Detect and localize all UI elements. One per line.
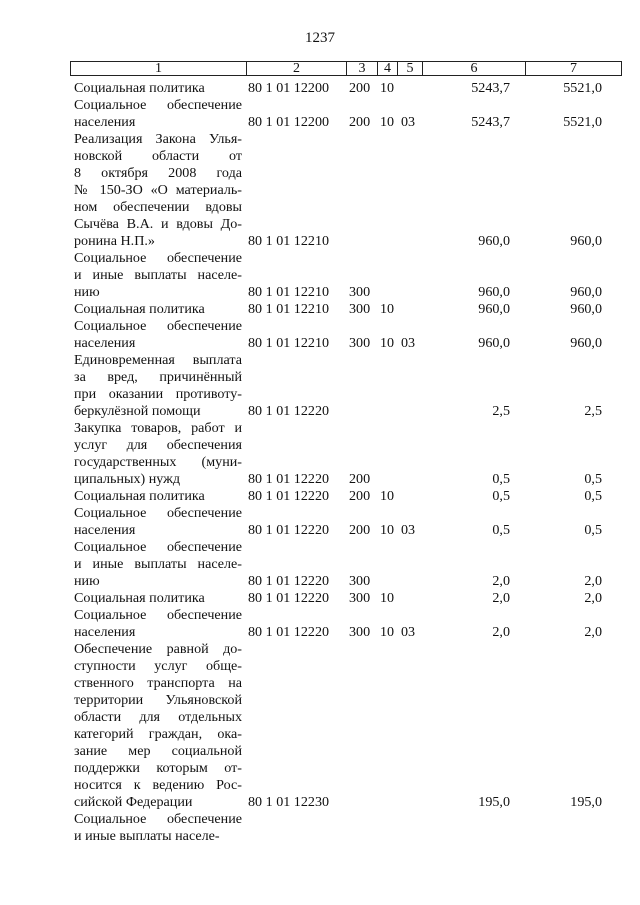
amount-year-1: 0,5: [492, 522, 510, 538]
column-header-2: 2: [247, 62, 347, 75]
amount-year-1: 960,0: [478, 284, 510, 300]
expense-type-code: 300: [349, 573, 371, 589]
budget-code: 80 1 01 12210: [248, 233, 330, 249]
description-line: ном обеспечении вдовы: [74, 199, 242, 215]
description-line: Социальная политика: [74, 301, 205, 317]
budget-code: 80 1 01 12220: [248, 471, 330, 487]
table-row: [0, 607, 640, 641]
row-description: [74, 539, 242, 590]
table-row: [0, 539, 640, 590]
description-line: населения: [74, 335, 136, 351]
expense-type-code: 200: [349, 488, 371, 504]
row-description: [74, 811, 242, 845]
amount-year-2: 0,5: [584, 522, 602, 538]
description-line: Социальное обеспечение: [74, 539, 242, 555]
section-code: 10: [380, 80, 395, 96]
amount-year-2: 960,0: [570, 301, 602, 317]
row-description: [74, 641, 242, 811]
expense-type-code: 200: [349, 114, 371, 130]
description-line: за вред, причинённый: [74, 369, 242, 385]
description-line: Социальная политика: [74, 80, 205, 96]
budget-code: 80 1 01 12210: [248, 284, 330, 300]
section-code: 10: [380, 335, 395, 351]
table-row: [0, 80, 640, 97]
description-line: Социальное обеспечение: [74, 505, 242, 521]
budget-code: 80 1 01 12230: [248, 794, 330, 810]
row-description: [74, 590, 242, 607]
description-line: 8 октября 2008 года: [74, 165, 242, 181]
description-line: Социальное обеспечение: [74, 811, 242, 827]
row-description: [74, 488, 242, 505]
table-row: [0, 97, 640, 131]
table-row: [0, 352, 640, 420]
table-row: [0, 488, 640, 505]
table-body: [0, 80, 640, 845]
budget-code: 80 1 01 12220: [248, 488, 330, 504]
budget-code: 80 1 01 12220: [248, 624, 330, 640]
expense-type-code: 300: [349, 301, 371, 317]
amount-year-1: 0,5: [492, 488, 510, 504]
budget-code: 80 1 01 12220: [248, 573, 330, 589]
column-header-1: 1: [71, 62, 247, 75]
budget-code: 80 1 01 12210: [248, 335, 330, 351]
section-code: 10: [380, 488, 395, 504]
column-header-4: 4: [378, 62, 398, 75]
row-description: [74, 505, 242, 539]
description-line: Социальная политика: [74, 590, 205, 606]
amount-year-1: 960,0: [478, 335, 510, 351]
amount-year-1: 0,5: [492, 471, 510, 487]
description-line: Закупка товаров, работ и: [74, 420, 242, 436]
amount-year-2: 2,5: [584, 403, 602, 419]
table-row: [0, 131, 640, 250]
description-line: Обеспечение равной до-: [74, 641, 242, 657]
description-line: при оказании противоту-: [74, 386, 242, 402]
description-line: Сычёва В.А. и вдовы До-: [74, 216, 242, 232]
amount-year-2: 2,0: [584, 624, 602, 640]
expense-type-code: 200: [349, 522, 371, 538]
row-description: [74, 131, 242, 250]
description-line: поддержки которым от-: [74, 760, 242, 776]
amount-year-2: 5521,0: [563, 80, 602, 96]
subsection-code: 03: [401, 624, 416, 640]
expense-type-code: 300: [349, 284, 371, 300]
description-line: Единовременная выплата: [74, 352, 242, 368]
amount-year-2: 2,0: [584, 590, 602, 606]
amount-year-1: 960,0: [478, 233, 510, 249]
description-line: услуг для обеспечения: [74, 437, 242, 453]
table-row: [0, 590, 640, 607]
description-line: категорий граждан, ока-: [74, 726, 242, 742]
description-line: новской области от: [74, 148, 242, 164]
section-code: 10: [380, 624, 395, 640]
row-description: [74, 250, 242, 301]
amount-year-1: 2,0: [492, 624, 510, 640]
description-line: ципальных) нужд: [74, 471, 181, 487]
row-description: [74, 607, 242, 641]
description-line: беркулёзной помощи: [74, 403, 201, 419]
section-code: 10: [380, 301, 395, 317]
description-line: Социальное обеспечение: [74, 250, 242, 266]
section-code: 10: [380, 114, 395, 130]
description-line: населения: [74, 114, 136, 130]
column-header-5: 5: [398, 62, 423, 75]
section-code: 10: [380, 590, 395, 606]
budget-code: 80 1 01 12220: [248, 590, 330, 606]
column-header-6: 6: [423, 62, 526, 75]
subsection-code: 03: [401, 114, 416, 130]
table-row: [0, 641, 640, 811]
column-header-7: 7: [570, 61, 577, 76]
description-line: территории Ульяновской: [74, 692, 242, 708]
description-line: ронина Н.П.»: [74, 233, 155, 249]
description-line: населения: [74, 624, 136, 640]
description-line: Социальное обеспечение: [74, 607, 242, 623]
description-line: сийской Федерации: [74, 794, 193, 810]
amount-year-2: 5521,0: [563, 114, 602, 130]
budget-code: 80 1 01 12220: [248, 522, 330, 538]
description-line: № 150-ЗО «О материаль-: [74, 182, 242, 198]
amount-year-2: 2,0: [584, 573, 602, 589]
row-description: [74, 318, 242, 352]
table-row: [0, 250, 640, 301]
page-number: 1237: [305, 30, 335, 46]
amount-year-1: 2,0: [492, 573, 510, 589]
expense-type-code: 300: [349, 590, 371, 606]
expense-type-code: 200: [349, 80, 371, 96]
table-row: [0, 318, 640, 352]
amount-year-1: 960,0: [478, 301, 510, 317]
table-row: [0, 505, 640, 539]
amount-year-2: 960,0: [570, 335, 602, 351]
description-line: области для отдельных: [74, 709, 242, 725]
description-line: Социальное обеспечение: [74, 97, 242, 113]
description-line: зание мер социальной: [74, 743, 242, 759]
description-line: носится к ведению Рос-: [74, 777, 242, 793]
subsection-code: 03: [401, 522, 416, 538]
budget-code: 80 1 01 12200: [248, 114, 330, 130]
description-line: ступности услуг обще-: [74, 658, 242, 674]
row-description: [74, 352, 242, 420]
amount-year-2: 195,0: [570, 794, 602, 810]
budget-code: 80 1 01 12200: [248, 80, 330, 96]
amount-year-1: 2,0: [492, 590, 510, 606]
description-line: ственного транспорта на: [74, 675, 242, 691]
column-header-3: 3: [347, 62, 378, 75]
budget-code: 80 1 01 12210: [248, 301, 330, 317]
amount-year-1: 2,5: [492, 403, 510, 419]
description-line: нию: [74, 284, 100, 300]
section-code: 10: [380, 522, 395, 538]
description-line: нию: [74, 573, 100, 589]
amount-year-2: 960,0: [570, 233, 602, 249]
description-line: Социальное обеспечение: [74, 318, 242, 334]
row-description: [74, 97, 242, 131]
expense-type-code: 200: [349, 471, 371, 487]
subsection-code: 03: [401, 335, 416, 351]
row-description: [74, 301, 242, 318]
description-line: Социальная политика: [74, 488, 205, 504]
amount-year-1: 5243,7: [471, 114, 510, 130]
row-description: [74, 420, 242, 488]
description-line: Реализация Закона Улья-: [74, 131, 242, 147]
expense-type-code: 300: [349, 624, 371, 640]
amount-year-2: 960,0: [570, 284, 602, 300]
table-row: [0, 811, 640, 845]
table-row: [0, 420, 640, 488]
description-line: и иные выплаты населе-: [74, 556, 242, 572]
amount-year-1: 5243,7: [471, 80, 510, 96]
description-line: населения: [74, 522, 136, 538]
table-row: [0, 301, 640, 318]
amount-year-2: 0,5: [584, 471, 602, 487]
row-description: [74, 80, 242, 97]
description-line: государственных (муни-: [74, 454, 242, 470]
expense-type-code: 300: [349, 335, 371, 351]
description-line: и иные выплаты населе-: [74, 267, 242, 283]
amount-year-1: 195,0: [478, 794, 510, 810]
table-header-row: [70, 61, 622, 76]
description-line: и иные выплаты населе-: [74, 828, 220, 844]
amount-year-2: 0,5: [584, 488, 602, 504]
budget-code: 80 1 01 12220: [248, 403, 330, 419]
